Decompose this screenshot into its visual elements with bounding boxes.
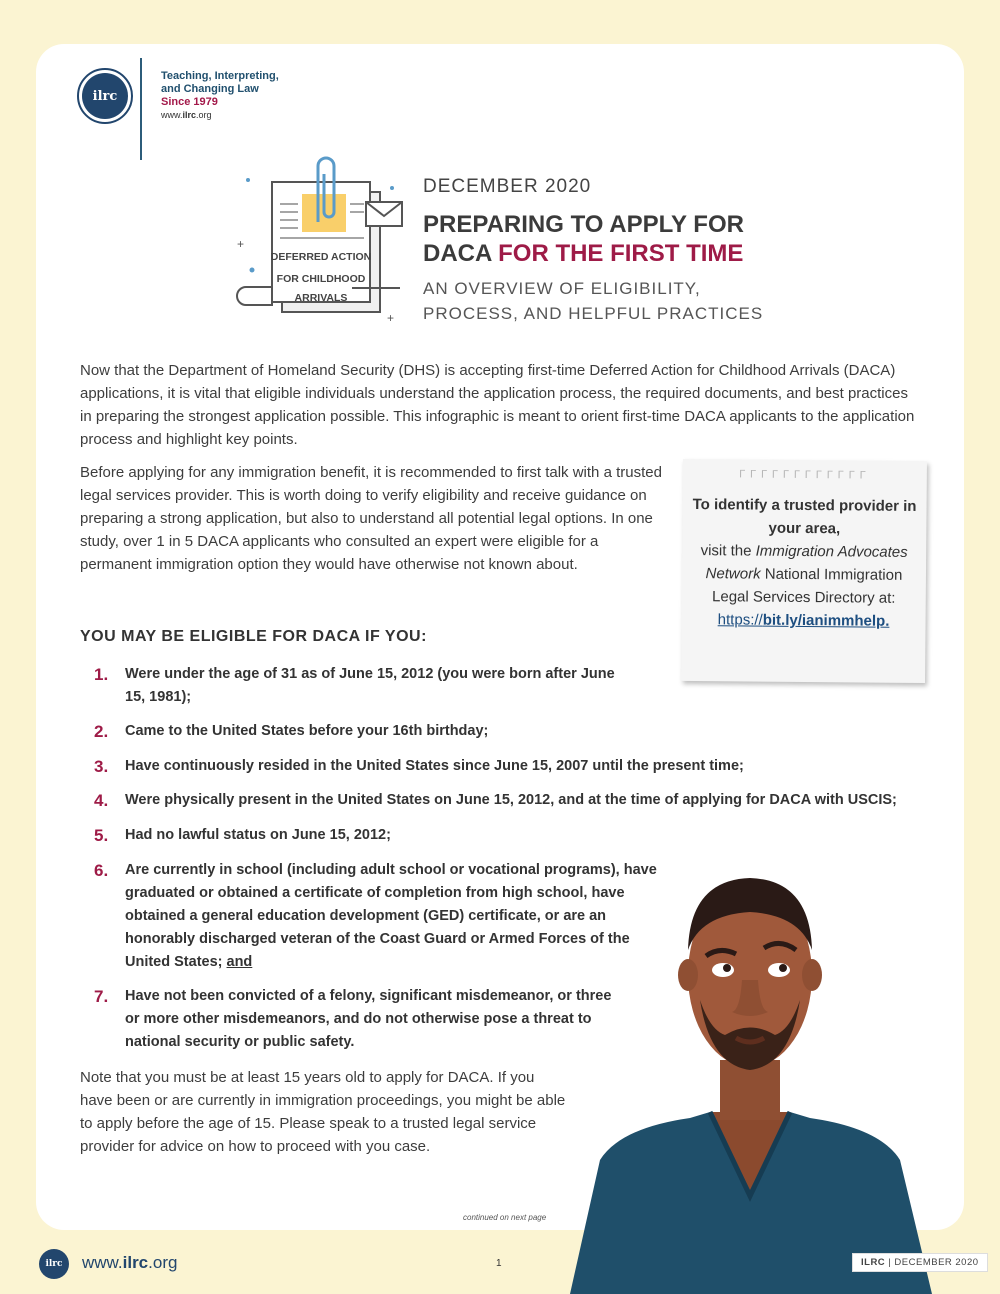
intro-paragraph: Now that the Department of Homeland Security (DHS) is accepting first-time Deferred Action for Childhood Arrivals (DACA) applications, it is vital that eligible individuals understand the application process, the required documents, and best practices in preparing the strongest application possible. This infographic is meant to orient first-time DACA applicants to the application process and highlight key points. <box>80 362 915 448</box>
age-note-paragraph: Note that you must be at least 15 years old to apply for DACA. If you have been or are currently in immigration proceedings, you might be able to apply before the age of 15. Please speak to a trusted legal service provider for advice on how to proceed with you case. <box>80 1069 566 1155</box>
seal-text: ilrc <box>92 88 118 104</box>
continued-label: continued on next page <box>463 1213 547 1222</box>
footer-url[interactable]: www.ilrc.org <box>82 1253 178 1272</box>
tagline-line-2: and Changing Law <box>161 83 259 95</box>
man-illustration <box>560 860 940 1294</box>
title-accent: FOR THE FIRST TIME <box>498 240 744 267</box>
page-number: 1 <box>496 1258 502 1269</box>
eligibility-heading: YOU MAY BE ELIGIBLE FOR DACA IF YOU: <box>80 628 427 645</box>
title-line-1: PREPARING TO APPLY FOR <box>423 211 744 238</box>
publication-date: DECEMBER 2020 <box>423 176 592 197</box>
page-title <box>423 210 744 268</box>
header-divider <box>140 58 142 160</box>
note-italic: Immigration Advocates Network <box>705 542 908 583</box>
tagline-since: Since 1979 <box>161 96 218 108</box>
ilrc-logo-seal <box>82 73 128 119</box>
tagline-line-1: Teaching, Interpreting, <box>161 70 279 82</box>
illus-text-3: ARRIVALS <box>294 292 348 304</box>
footer-badge: ILRC | DECEMBER 2020 <box>852 1253 988 1272</box>
illus-text-1: DEFERRED ACTION <box>270 251 372 263</box>
title-line-2: DACA FOR THE FIRST TIME <box>423 240 744 267</box>
svg-text:+: + <box>387 311 395 325</box>
org-tagline <box>161 70 279 122</box>
svg-text:+: + <box>237 237 245 251</box>
footer-logo-seal: ilrc <box>39 1249 69 1279</box>
note-bold-text: To identify a trusted provider in your area, <box>692 496 917 538</box>
illus-text-2: FOR CHILDHOOD <box>276 273 366 285</box>
ian-directory-link[interactable]: https://bit.ly/ianimmhelp. <box>717 611 890 630</box>
page-subtitle: AN OVERVIEW OF ELIGIBILITY, PROCESS, AND HELPFUL PRACTICES <box>423 279 764 323</box>
legal-advice-paragraph: Before applying for any immigration benefit, it is recommended to first talk with a trusted legal services provider. This is worth doing to verify eligibility and receive guidance on preparing a strong application, but also to understand all potential legal options. In one study, over 1 in 5 DACA applicants who consulted an expert were eligible for a permanent immigration option they would have otherwise not known about. <box>80 464 662 573</box>
sidebar-note: ГГГГГГГГГГГГ To identify a trusted provider in your area, visit the Immigration Advocates Network National Immigration Legal Services Directory at: https://bit.ly/ianimmhelp. <box>681 459 927 683</box>
header-url[interactable]: www.ilrc.org <box>161 110 212 120</box>
and-underline: and <box>226 954 253 970</box>
note-perforation: ГГГГГГГГГГГГ <box>739 468 871 482</box>
daca-document-illustration <box>232 152 412 332</box>
